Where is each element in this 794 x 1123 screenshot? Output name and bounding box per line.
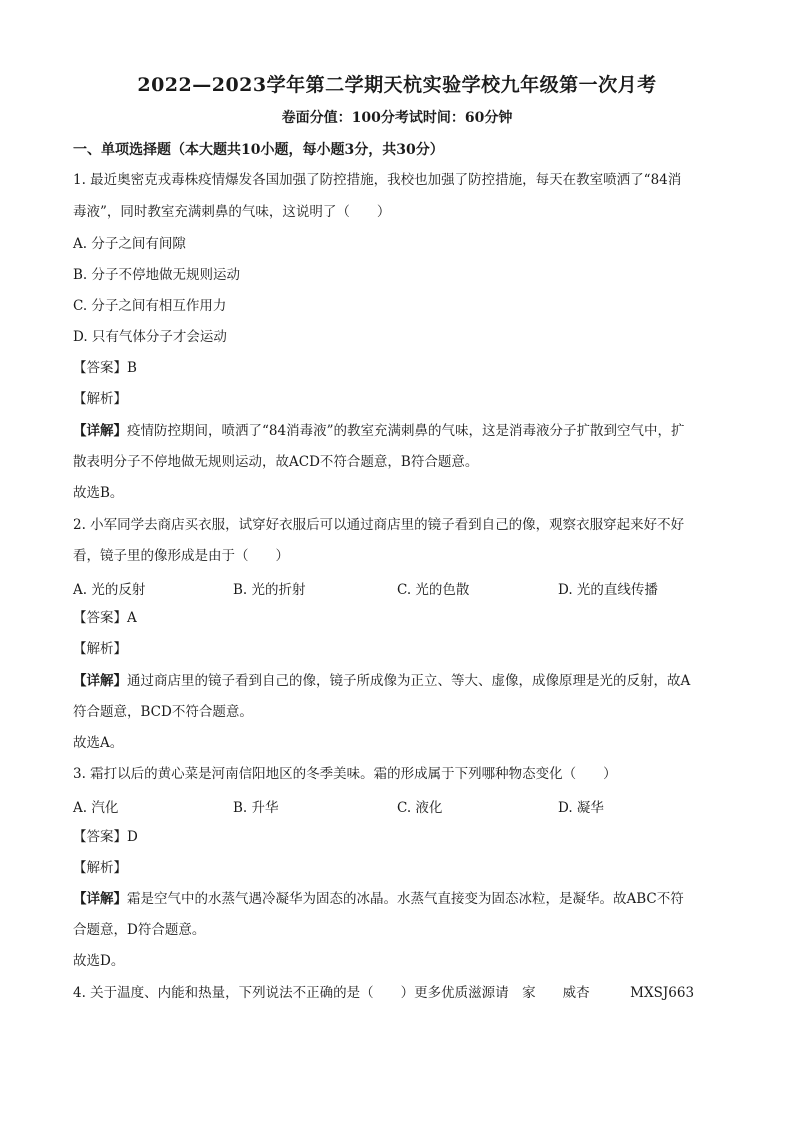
q3-detail-text: 霜是空气中的水蒸气遇冷凝华为固态的冰晶。水蒸气直接变为固态冰粒，是凝华。故ABC不符 (127, 891, 684, 907)
q2-answer: 【答案】A (73, 610, 137, 626)
q3-stem-line1: 3. 霜打以后的黄心菜是河南信阳地区的冬季美味。霜的形成属于下列哪种物态变化（ ） (73, 766, 617, 782)
q2-stem-line2: 看，镜子里的像形成是由于（ ） (73, 548, 289, 564)
q3-option-c: C. 液化 (397, 800, 443, 816)
q1-detail-tag: 【详解】 (73, 423, 127, 439)
q1-detail-line2: 散表明分子不停地做无规则运动，故ACD不符合题意，B符合题意。 (73, 454, 479, 470)
q1-stem-line1: 1. 最近奥密克戎毒株疫情爆发各国加强了防控措施，我校也加强了防控措施，每天在教室喷洒了“84消 (73, 172, 682, 188)
q3-detail-line2: 合题意，D符合题意。 (73, 922, 206, 938)
q2-detail-tag: 【详解】 (73, 673, 127, 689)
q1-option-c: C. 分子之间有相互作用力 (73, 298, 227, 314)
q2-option-a: A. 光的反射 (73, 582, 146, 598)
q4-stem-line1: 4. 关于温度、内能和热量，下列说法不正确的是（ ）更多优质滋源请 家 威杏 MXSJ663 (73, 985, 695, 1001)
q2-detail-text: 通过商店里的镜子看到自己的像，镜子所成像为正立、等大、虚像，成像原理是光的反射，故A (127, 673, 691, 689)
q3-detail-tag: 【详解】 (73, 891, 127, 907)
q2-analysis-label: 【解析】 (73, 641, 127, 657)
q2-option-c: C. 光的色散 (397, 582, 470, 598)
q1-detail-line1 (73, 422, 684, 440)
q1-stem-line2: 毒液”，同时教室充满刺鼻的气味，这说明了（ ） (73, 204, 391, 220)
page-title: 2022—2023学年第二学期天杭实验学校九年级第一次月考 (137, 74, 657, 96)
q3-detail-line1 (73, 890, 684, 908)
q2-option-b: B. 光的折射 (233, 582, 306, 598)
q2-detail-line2: 符合题意，BCD不符合题意。 (73, 704, 253, 720)
q1-conclusion: 故选B。 (73, 485, 124, 501)
q1-option-b: B. 分子不停地做无规则运动 (73, 267, 241, 283)
q1-answer: 【答案】B (73, 360, 137, 376)
section-heading: 一、单项选择题（本大题共10小题，每小题3分，共30分） (73, 142, 444, 158)
q1-option-a: A. 分子之间有间隙 (73, 236, 186, 252)
q2-detail-line1 (73, 672, 690, 690)
q3-analysis-label: 【解析】 (73, 860, 127, 876)
q1-option-d: D. 只有气体分子才会运动 (73, 329, 227, 345)
q3-option-a: A. 汽化 (73, 800, 119, 816)
q1-detail-text: 疫情防控期间，喷洒了“84消毒液”的教室充满刺鼻的气味，这是消毒液分子扩散到空气中，扩 (127, 423, 685, 439)
q3-conclusion: 故选D。 (73, 953, 125, 969)
q3-option-b: B. 升华 (233, 800, 279, 816)
q1-analysis-label: 【解析】 (73, 391, 127, 407)
q3-answer: 【答案】D (73, 829, 138, 845)
q2-stem-line1: 2. 小军同学去商店买衣服，试穿好衣服后可以通过商店里的镜子看到自己的像，观察衣服穿起来好不好 (73, 517, 685, 533)
q3-option-d: D. 凝华 (558, 800, 604, 816)
q2-option-d: D. 光的直线传播 (558, 582, 658, 598)
q2-conclusion: 故选A。 (73, 735, 124, 751)
exam-info: 卷面分值：100分考试时间：60分钟 (281, 110, 513, 126)
